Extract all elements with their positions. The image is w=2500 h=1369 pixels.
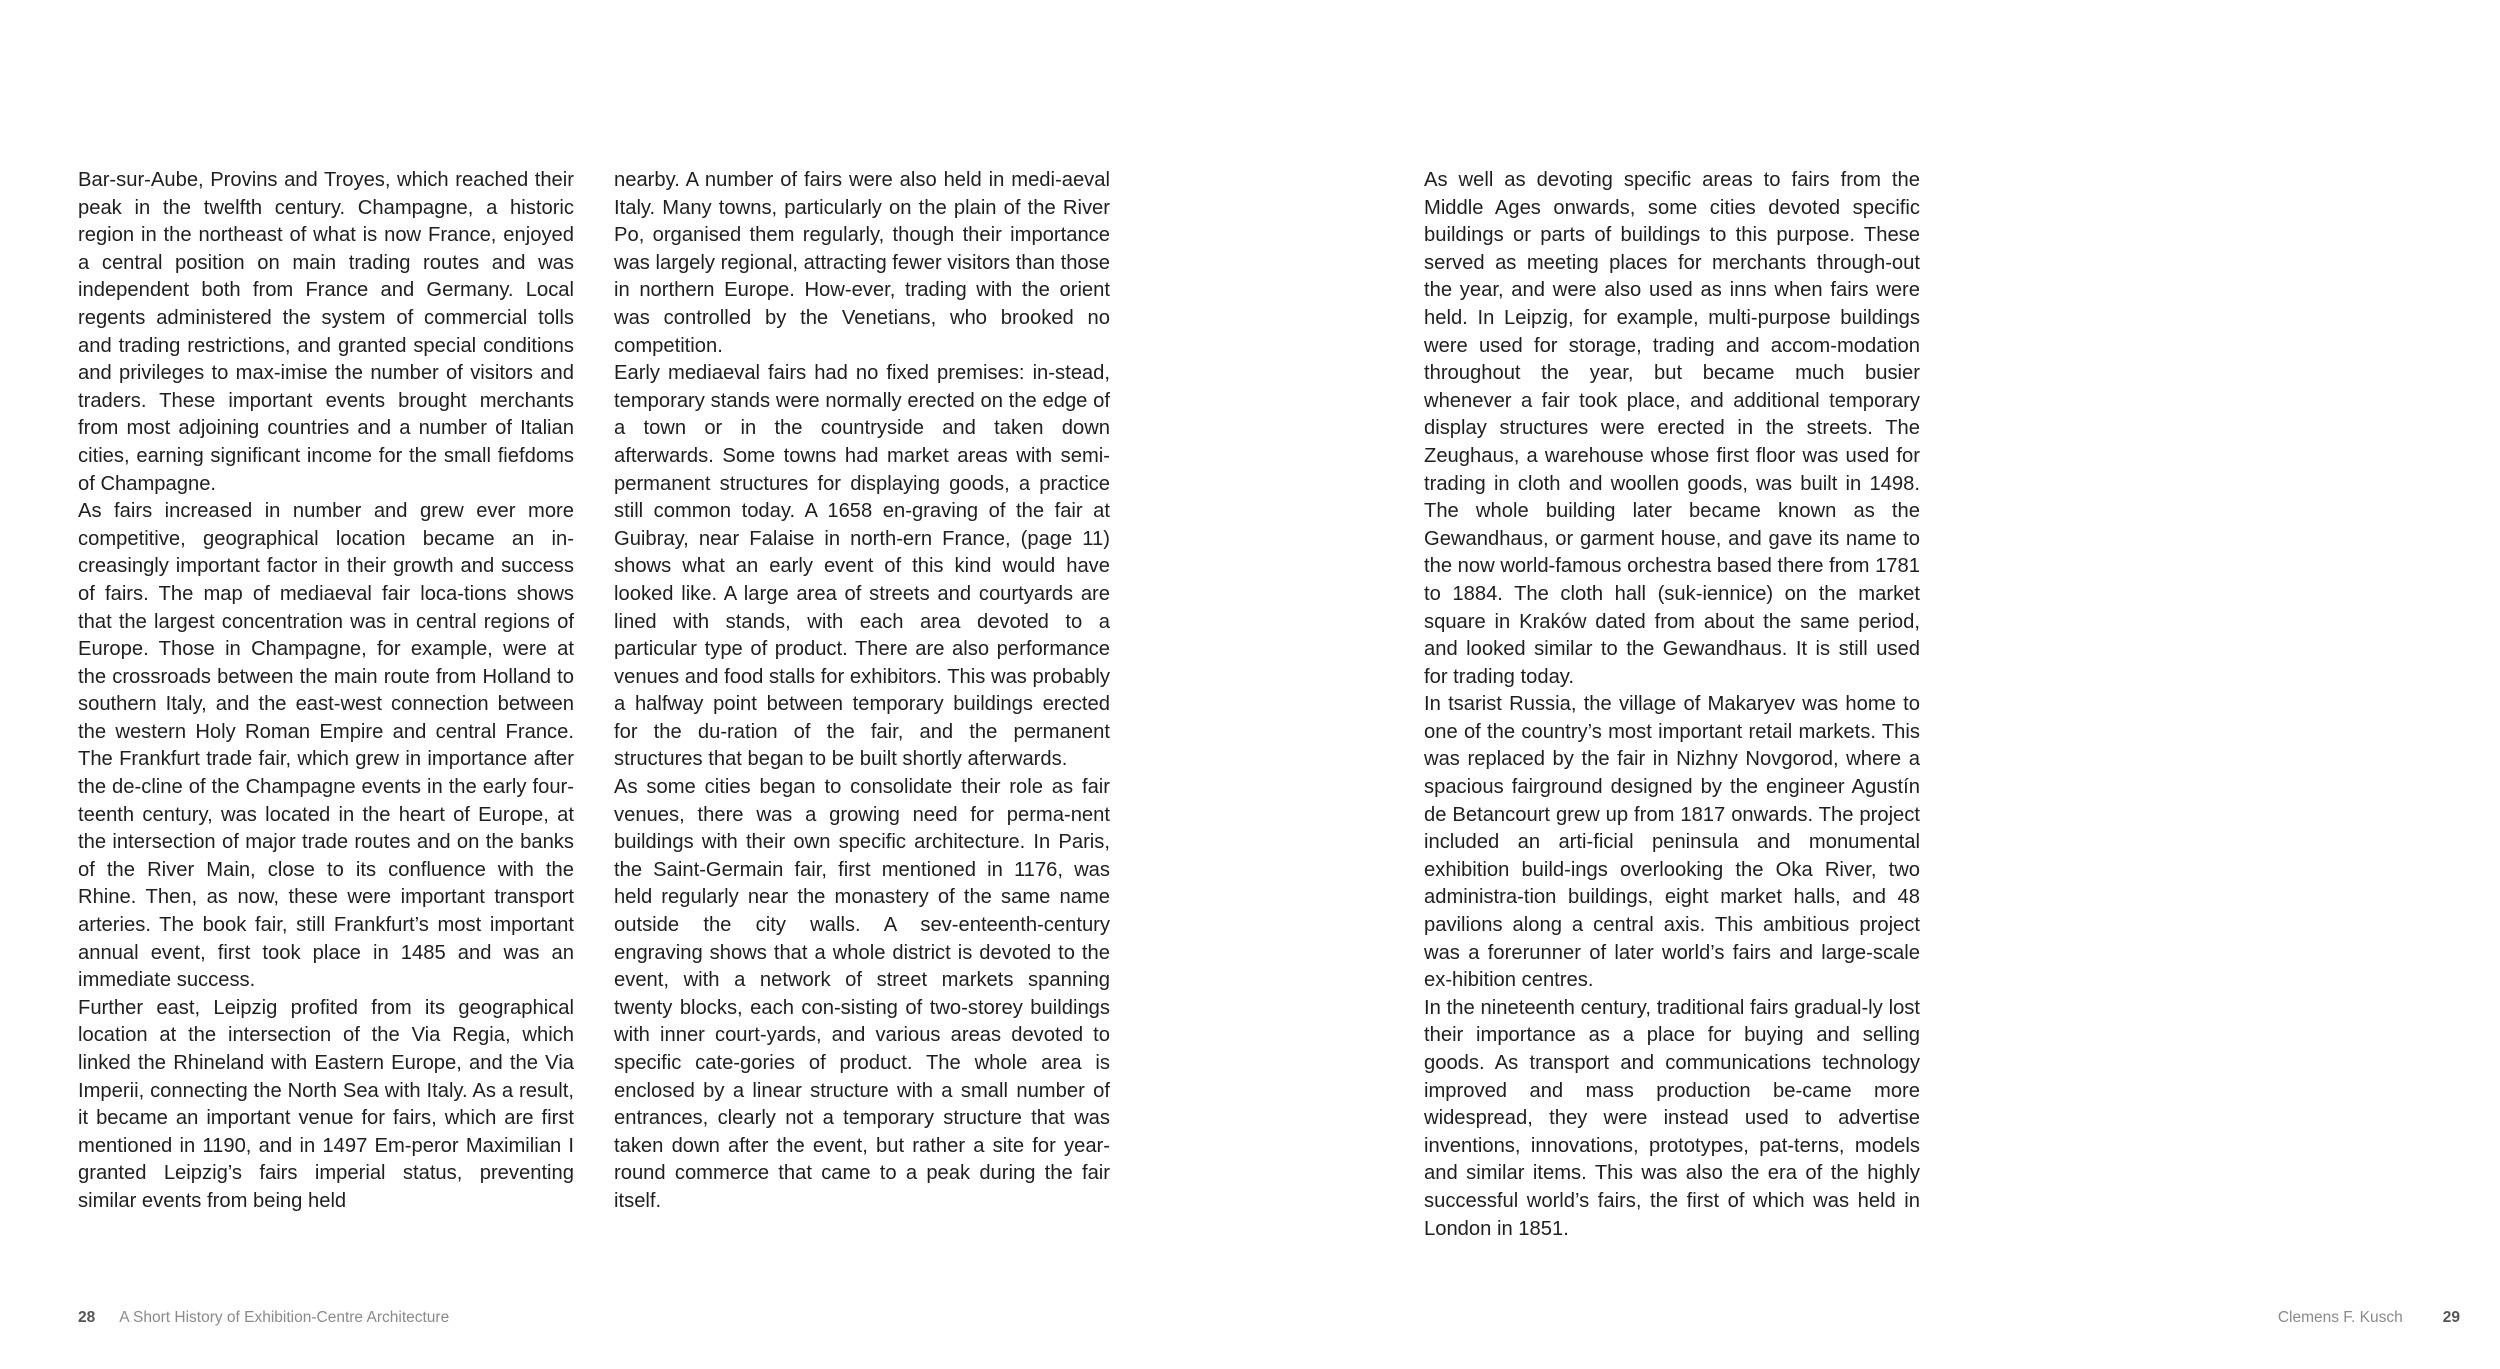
right-page-footer xyxy=(2278,1308,2460,1328)
left-page-number: 28 xyxy=(78,1309,96,1326)
paragraph: As some cities began to consolidate their role as fair venues, there was a growing need for perma-nent buildings with their own specific architecture. In Paris, the Saint-Germain fair, first mentioned in 1176, was held regularly near the monastery of the same name outside the city walls. A sev-enteenth-century engraving shows that a whole district is devoted to the event, with a network of street markets spanning twenty blocks, each con-sisting of two-storey buildings with inner court-yards, and various areas devoted to specific cate-gories of product. The whole area is enclosed by a linear structure with a small number of entrances, clearly not a temporary structure that was taken down after the event, but rather a site for year-round commerce that came to a peak during the fair itself. xyxy=(614,776,1110,1212)
paragraph: nearby. A number of fairs were also held in medi-aeval Italy. Many towns, particularly on the plain of the River Po, organised them regularly, though their importance was largely regional, attracting fewer visitors than those in northern Europe. How-ever, trading with the orient was controlled by the Venetians, who brooked no competition. xyxy=(614,169,1110,357)
right-page-column-1 xyxy=(1424,167,1920,1243)
right-page-number: 29 xyxy=(2442,1309,2460,1326)
running-title: A Short History of Exhibition-Centre Architecture xyxy=(119,1309,450,1326)
paragraph: Further east, Leipzig profited from its geographical location at the intersection of the Via Regia, which linked the Rhineland with Eastern Europe, and the Via Imperii, connecting the North Sea with Italy. As a result, it became an important venue for fairs, which are first mentioned in 1190, and in 1497 Em-peror Maximilian I granted Leipzig’s fairs imperial status, preventing similar events from being held xyxy=(78,996,574,1212)
left-page-column-1 xyxy=(78,167,574,1216)
running-author: Clemens F. Kusch xyxy=(2277,1309,2403,1326)
left-page-footer xyxy=(78,1308,449,1328)
paragraph: As fairs increased in number and grew ever more competitive, geographical location became an in-creasingly important factor in their growth and success of fairs. The map of mediaeval fair loca-tions shows that the largest concentration was in central regions of Europe. Those in Champagne, for example, were at the crossroads between the main route from Holland to southern Italy, and the east-west connection between the western Holy Roman Empire and central France. The Frankfurt trade fair, which grew in importance after the de-cline of the Champagne events in the early four-teenth century, was located in the heart of Europe, at the intersection of major trade routes and on the banks of the River Main, close to its confluence with the Rhine. Then, as now, these were important transport arteries. The book fair, still Frankfurt’s most important annual event, first took place in 1485 and was an immediate success. xyxy=(78,500,574,992)
paragraph: In tsarist Russia, the village of Makaryev was home to one of the country’s most important retail markets. This was replaced by the fair in Nizhny Novgorod, where a spacious fairground designed by the engineer Agustín de Betancourt grew up from 1817 onwards. The project included an arti-ficial peninsula and monumental exhibition build-ings overlooking the Oka River, two administra-tion buildings, eight market halls, and 48 pavilions along a central axis. This ambitious project was a forerunner of later world’s fairs and large-scale ex-hibition centres. xyxy=(1424,693,1920,992)
paragraph: As well as devoting specific areas to fairs from the Middle Ages onwards, some cities devoted specific buildings or parts of buildings to this purpose. These served as meeting places for merchants through-out the year, and were also used as inns when fairs were held. In Leipzig, for example, multi-purpose buildings were used for storage, trading and accom-modation throughout the year, but became much busier whenever a fair took place, and additional temporary display structures were erected in the streets. The Zeughaus, a warehouse whose first floor was used for trading in cloth and woollen goods, was built in 1498. The whole building later became known as the Gewandhaus, or garment house, and gave its name to the now world-famous orchestra based there from 1781 to 1884. The cloth hall (suk-iennice) on the market square in Kraków dated from about the same period, and looked similar to the Gewandhaus. It is still used for trading today. xyxy=(1424,169,1920,688)
paragraph: Early mediaeval fairs had no fixed premises: in-stead, temporary stands were normally erected on the edge of a town or in the countryside and taken down afterwards. Some towns had market areas with semi-permanent structures for displaying goods, a practice still common today. A 1658 en-graving of the fair at Guibray, near Falaise in north-ern France, (page 11) shows what an early event of this kind would have looked like. A large area of streets and courtyards are lined with stands, with each area devoted to a particular type of product. There are also performance venues and food stalls for exhibitors. This was probably a halfway point between temporary buildings erected for the du-ration of the fair, and the permanent structures that began to be built shortly afterwards. xyxy=(614,362,1110,771)
paragraph: Bar-sur-Aube, Provins and Troyes, which reached their peak in the twelfth century. Champagne, a historic region in the northeast of what is now France, enjoyed a central position on main trading routes and was independent both from France and Germany. Local regents administered the system of commercial tolls and trading restrictions, and granted special conditions and privileges to max-imise the number of visitors and traders. These important events brought merchants from most adjoining countries and a number of Italian cities, earning significant income for the small fiefdoms of Champagne. xyxy=(78,169,574,495)
left-page-column-2 xyxy=(614,167,1110,1216)
paragraph: In the nineteenth century, traditional fairs gradual-ly lost their importance as a place for buying and selling goods. As transport and communications technology improved and mass production be-came more widespread, they were instead used to advertise inventions, innovations, prototypes, pat-terns, models and similar items. This was also the era of the highly successful world’s fairs, the first of which was held in London in 1851. xyxy=(1424,996,1920,1240)
